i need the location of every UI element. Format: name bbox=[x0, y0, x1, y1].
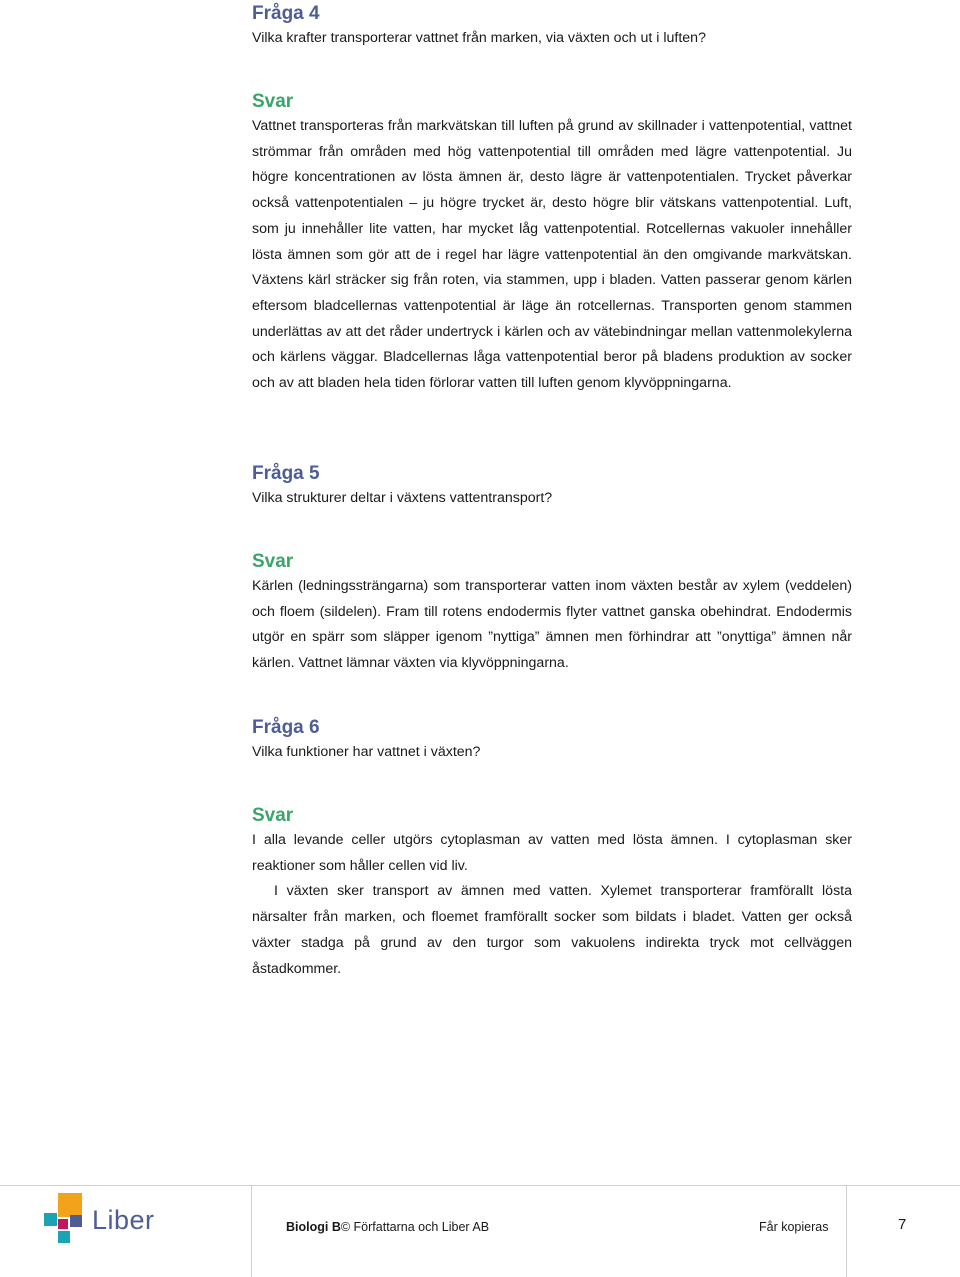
answer-heading: Svar bbox=[252, 805, 294, 826]
answer-4 bbox=[252, 90, 852, 397]
question-6 bbox=[252, 716, 852, 766]
question-text: Vilka krafter transporterar vattnet från marken, via växten och ut i luften? bbox=[252, 30, 706, 46]
page-number: 7 bbox=[898, 1216, 907, 1233]
footer-divider-left bbox=[251, 1186, 252, 1277]
question-heading: Fråga 5 bbox=[252, 463, 320, 484]
copyright-text: © Författarna och Liber AB bbox=[340, 1220, 490, 1234]
answer-text-paragraph-1: I alla levande celler utgörs cytoplasman av vatten med lösta ämnen. I cytoplasman sker reaktioner som håller cellen vid liv. bbox=[252, 832, 852, 874]
footer-divider-right bbox=[846, 1186, 847, 1277]
question-heading: Fråga 6 bbox=[252, 717, 320, 738]
book-title: Biologi B bbox=[286, 1220, 341, 1234]
answer-text-paragraph-2: I växten sker transport av ämnen med vatten. Xylemet transporterar framförallt lösta närsalter från marken, och floemet framförallt socker som bildats i bladet. Vatten ger också växter stadga på grund av den turgor som vakuolens indirekta tryck mot cellväggen åstadkommer. bbox=[252, 883, 852, 977]
answer-5 bbox=[252, 550, 852, 677]
footer-divider bbox=[0, 1185, 960, 1186]
question-4 bbox=[252, 2, 852, 52]
copy-note: Får kopieras bbox=[759, 1220, 829, 1234]
question-5 bbox=[252, 462, 852, 512]
answer-heading: Svar bbox=[252, 91, 294, 112]
answer-6 bbox=[252, 804, 852, 982]
question-text: Vilka strukturer deltar i växtens vattentransport? bbox=[252, 490, 553, 506]
answer-heading: Svar bbox=[252, 551, 294, 572]
question-text: Vilka funktioner har vattnet i växten? bbox=[252, 744, 481, 760]
liber-logo-text: Liber bbox=[92, 1205, 155, 1235]
footer-copyright bbox=[286, 1220, 489, 1234]
answer-text: Vattnet transporteras från markvätskan till luften på grund av skillnader i vattenpotential, vattnet strömmar från områden med hög vattenpotential till områden med lägre vattenpotential. Ju högre koncentrationen av lösta ämnen är, desto lägre är vattenpotentialen. Trycket påverkar också vattenpotentialen – ju högre trycket är, desto högre blir vätskans vattenpotential. Luft, som ju innehåller lite vatten, har mycket låg vattenpotential. Rotcellernas vakuoler innehåller lösta ämnen som gör att de i regel har lägre vattenpotential än den omgivande markvätskan. Växtens kärl sträcker sig från roten, via stammen, upp i bladen. Vatten passerar genom kärlen eftersom bladcellernas vattenpotential är läge än rotcellernas. Transporten genom stammen underlättas av att det råder undertryck i kärlen och av vätebindningar mellan vattenmolekylerna och kärlens väggar. Bladcellernas låga vattenpotential beror på bladens produktion av socker och av att bladen hela tiden förlorar vatten till luften genom klyvöppningarna. bbox=[252, 118, 852, 392]
answer-text: Kärlen (ledningssträngarna) som transporterar vatten inom växten består av xylem (veddelen) och floem (sildelen). Fram till rotens endodermis flyter vattnet ganska obehindrat. Endodermis utgör en spärr som släpper igenom ”nyttiga” ämnen men förhindrar att ”onyttiga” ämnen når kärlen. Vattnet lämnar växten via klyvöppningarna. bbox=[252, 578, 852, 672]
question-heading: Fråga 4 bbox=[252, 3, 320, 24]
